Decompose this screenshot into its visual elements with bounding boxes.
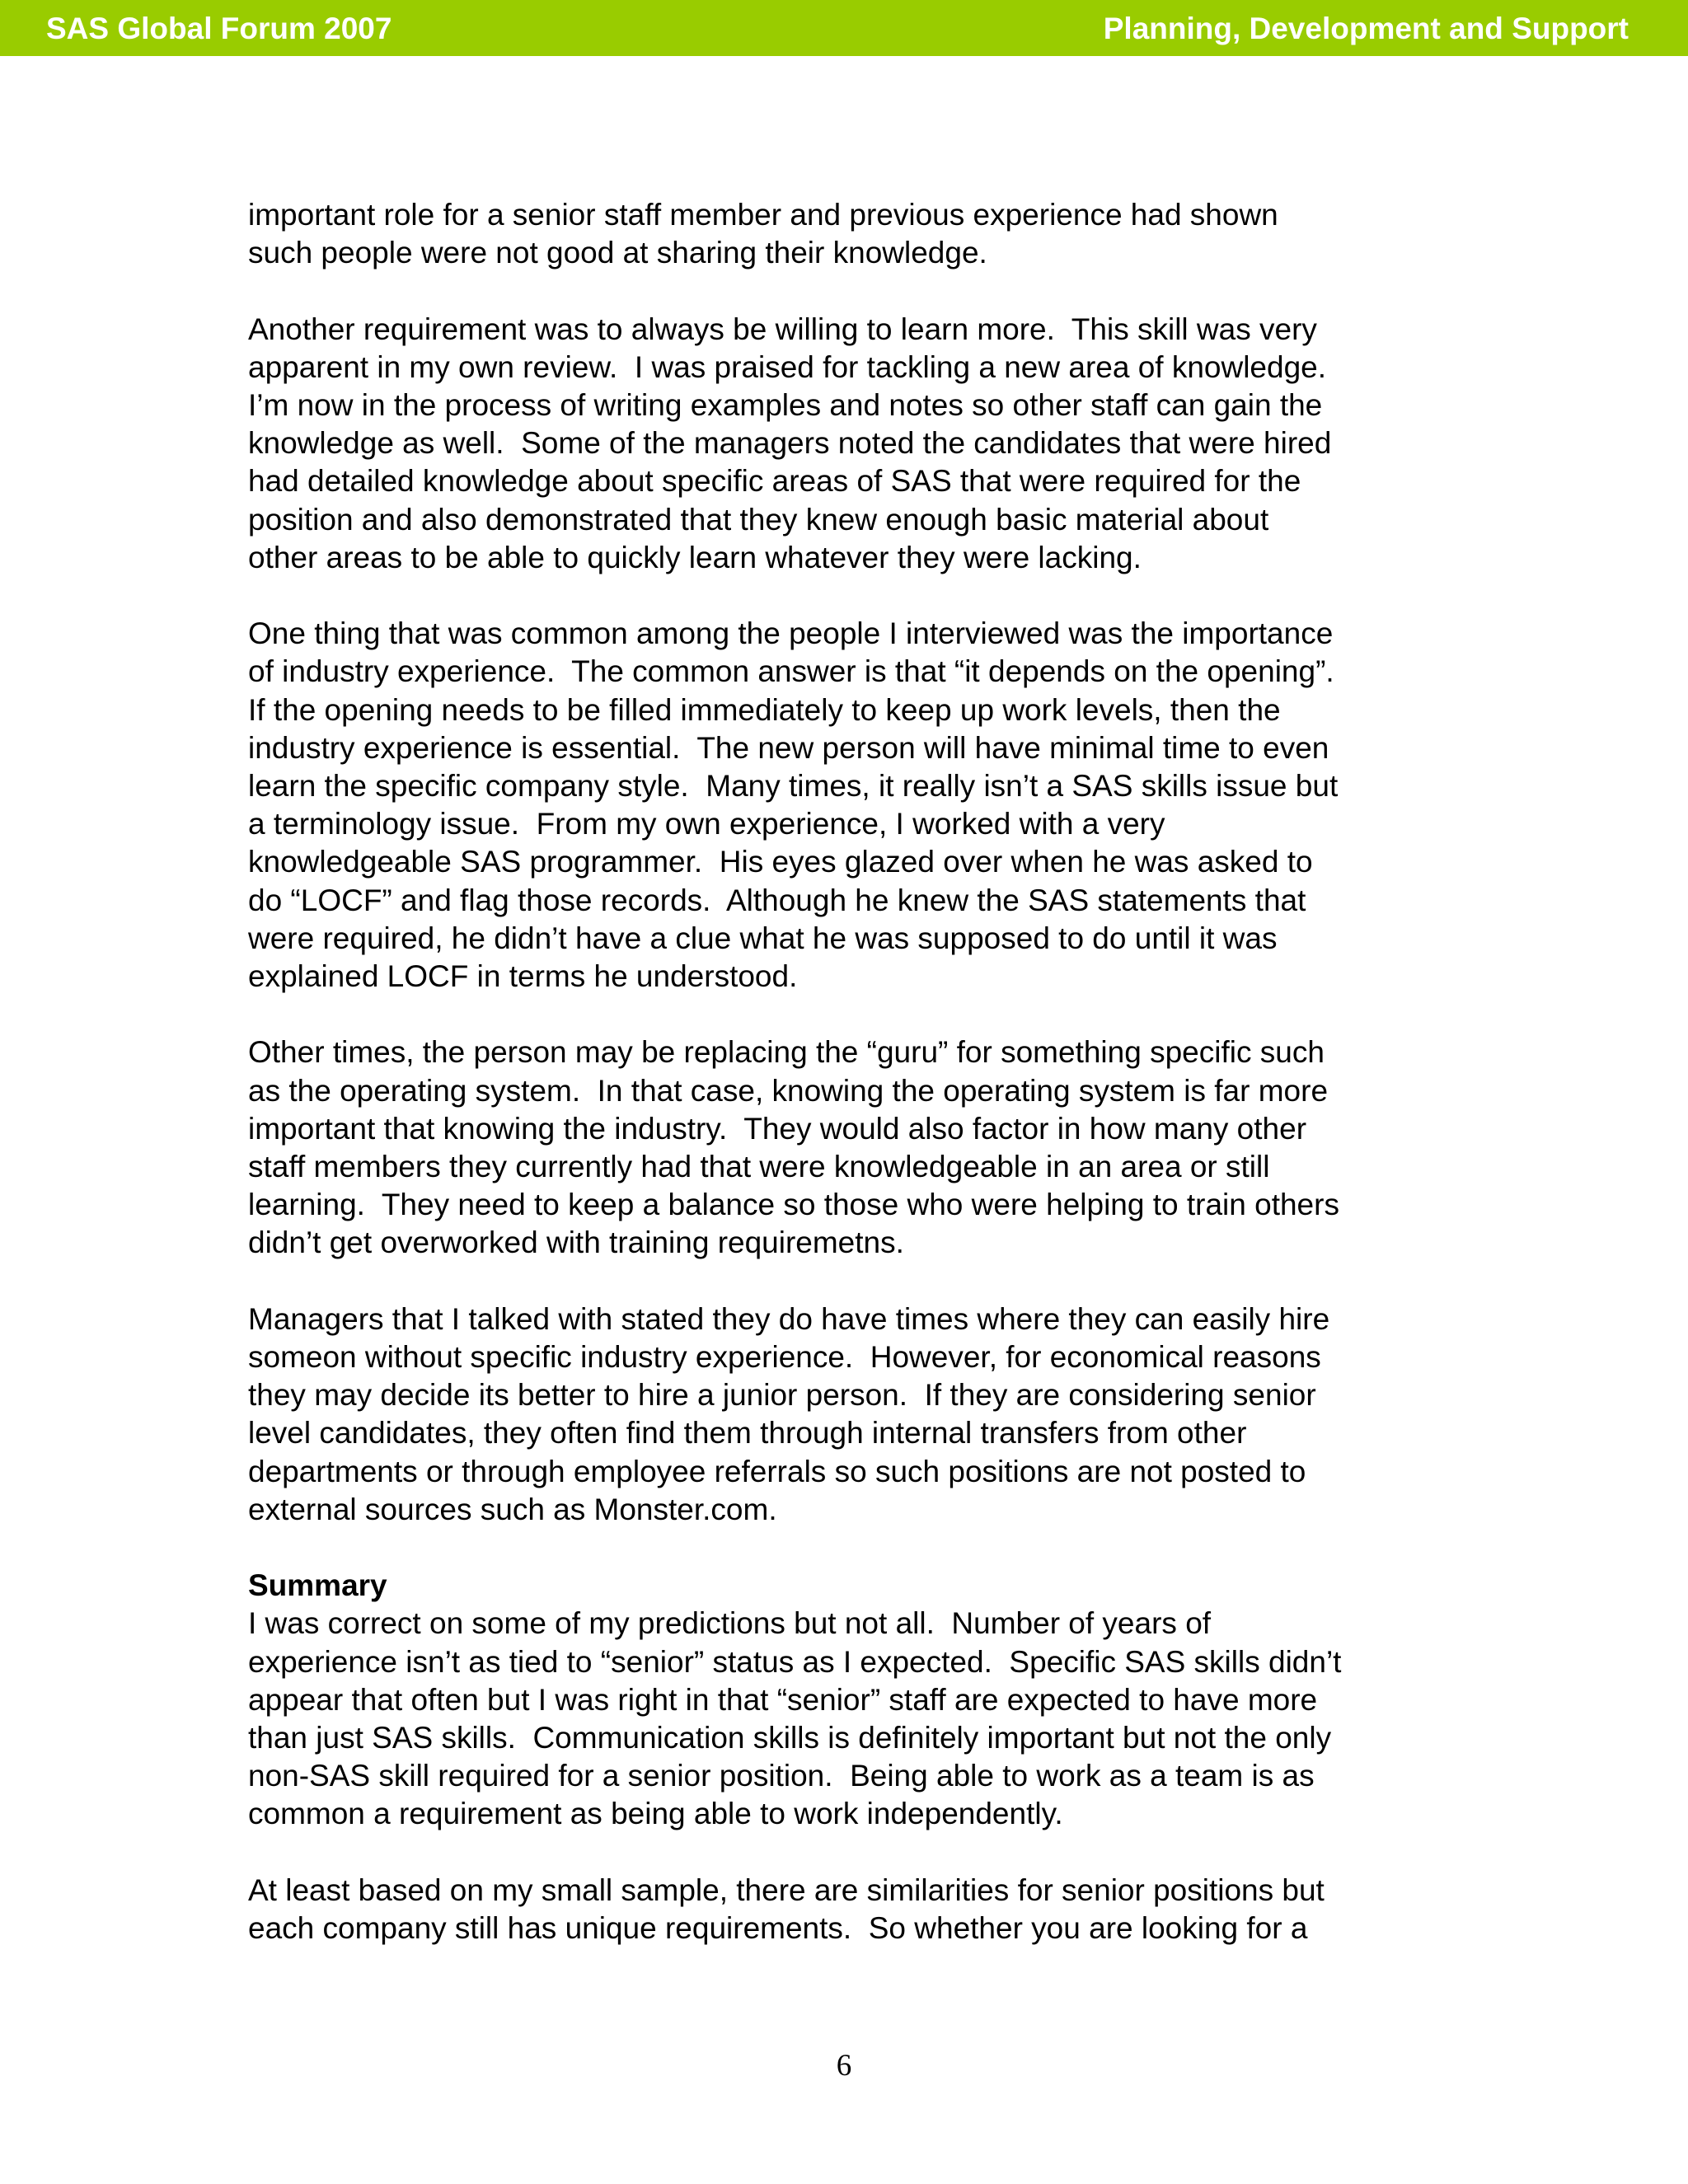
text-line: knowledgeable SAS programmer. His eyes glazed over when he was asked to [248,845,1313,879]
text-line: than just SAS skills. Communication skills is definitely important but not the only [248,1721,1332,1755]
text-line: they may decide its better to hire a junior person. If they are considering senior [248,1378,1316,1413]
text-line: non-SAS skill required for a senior position. Being able to work as a team is as [248,1759,1315,1793]
text-line: a terminology issue. From my own experience, I worked with a very [248,807,1165,841]
header-bar [0,0,1688,56]
text-line: Managers that I talked with stated they do have times where they can easily hire [248,1301,1330,1336]
text-line: other areas to be able to quickly learn whatever they were lacking. [248,540,1142,574]
text-line: departments or through employee referrals so such positions are not posted to [248,1454,1306,1488]
summary-paragraph [248,1567,1468,1833]
text-line: learn the specific company style. Many times, it really isn’t a SAS skills issue but [248,769,1339,804]
section-title: Planning, Development and Support [1103,12,1629,45]
paragraph [248,1301,1468,1529]
paragraph [248,1872,1468,1947]
text-line: of industry experience. The common answer is that “it depends on the opening”. [248,654,1334,689]
text-line: If the opening needs to be filled immediately to keep up work levels, then the [248,692,1281,727]
text-line: someon without specific industry experience. However, for economical reasons [248,1340,1321,1375]
text-line: Other times, the person may be replacing the “guru” for something specific such [248,1035,1325,1070]
text-line: learning. They need to keep a balance so those who were helping to train others [248,1188,1339,1222]
paragraph [248,196,1468,272]
text-line: explained LOCF in terms he understood. [248,959,798,994]
text-line: experience isn’t as tied to “senior” status as I expected. Specific SAS skills didn’t [248,1644,1342,1679]
text-line: each company still has unique requirements. So whether you are looking for a [248,1911,1308,1946]
text-line: I was correct on some of my predictions but not all. Number of years of [248,1606,1212,1641]
text-line: I’m now in the process of writing examples and notes so other staff can gain the [248,388,1323,422]
text-line: such people were not good at sharing their knowledge. [248,236,987,270]
text-line: as the operating system. In that case, knowing the operating system is far more [248,1073,1329,1108]
text-line: knowledge as well. Some of the managers noted the candidates that were hired [248,426,1332,461]
paragraph [248,615,1468,996]
summary-heading: Summary [248,1568,387,1603]
text-line: Another requirement was to always be willing to learn more. This skill was very [248,312,1317,346]
text-line: didn’t get overworked with training requiremetns. [248,1226,904,1260]
text-line: level candidates, they often find them through internal transfers from other [248,1416,1247,1451]
text-line: At least based on my small sample, there are similarities for senior positions but [248,1872,1325,1907]
text-line: important that knowing the industry. They would also factor in how many other [248,1111,1307,1146]
text-line: One thing that was common among the people I interviewed was the importance [248,616,1334,651]
text-line: industry experience is essential. The new person will have minimal time to even [248,730,1329,765]
text-line: external sources such as Monster.com. [248,1492,777,1526]
page-number: 6 [836,2049,852,2083]
paragraph [248,1033,1468,1262]
text-line: position and also demonstrated that they knew enough basic material about [248,502,1269,537]
text-line: had detailed knowledge about specific areas of SAS that were required for the [248,464,1301,499]
text-line: staff members they currently had that were knowledgeable in an area or still [248,1150,1270,1184]
paragraph [248,311,1468,577]
text-line: important role for a senior staff member and previous experience had shown [248,198,1278,232]
text-line: do “LOCF” and flag those records. Although he knew the SAS statements that [248,883,1306,917]
text-line: were required, he didn’t have a clue what he was supposed to do until it was [248,921,1278,955]
text-line: appear that often but I was right in that “senior” staff are expected to have more [248,1682,1318,1717]
text-line: common a requirement as being able to work independently. [248,1797,1063,1831]
text-line: apparent in my own review. I was praised for tackling a new area of knowledge. [248,349,1327,384]
conference-title: SAS Global Forum 2007 [46,12,392,45]
body-text [248,196,1468,1947]
